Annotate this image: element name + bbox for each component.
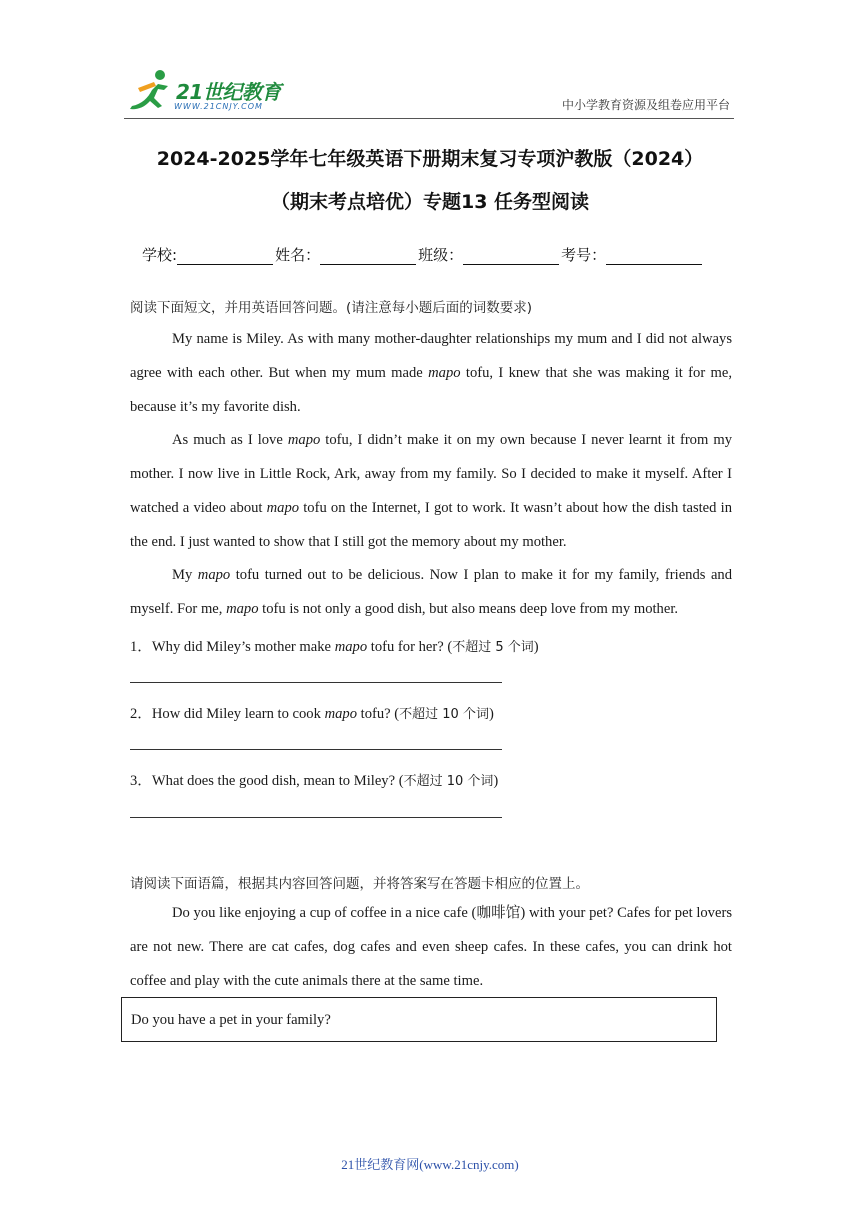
page-subtitle: （期末考点培优）专题13 任务型阅读	[270, 191, 590, 213]
answer-line-2[interactable]	[130, 749, 502, 750]
exam-number-field[interactable]: 考号：	[561, 244, 704, 265]
logo-wordmark: 21世纪教育	[176, 80, 281, 104]
passage1-paragraph3: My mapo tofu turned out to be delicious. Now I plan to make it for my family, friends and myself. For me, mapo tofu is not only a good dish, but also means deep love from my mother.	[130, 567, 733, 617]
passage1-paragraph1: My name is Miley. As with many mother-daughter relationships my mum and I did not always agree with each other. But when my mum made mapo tofu, I knew that she was making it for me, because it’s my favorite dish.	[130, 331, 732, 415]
section1-instruction: 阅读下面短文，并用英语回答问题。(请注意每小题后面的词数要求)	[130, 300, 533, 316]
logo-url: WWW.21CNJY.COM	[174, 102, 263, 111]
question-3: 3．What does the good dish, mean to Miley? (不超过 10 个词)	[130, 773, 499, 789]
page-title: 2024-2025学年七年级英语下册期末复习专项沪教版（2024）	[156, 148, 704, 170]
task-box-text: Do you have a pet in your family?	[131, 1012, 331, 1028]
student-info-fields	[142, 244, 704, 265]
platform-label: 中小学教育资源及组卷应用平台	[561, 98, 730, 112]
class-field[interactable]: 班级：	[418, 244, 561, 265]
header-rule	[124, 118, 734, 119]
name-field[interactable]: 姓名：	[275, 244, 418, 265]
question-2: 2．How did Miley learn to cook mapo tofu? (不超过 10 个词)	[130, 706, 494, 722]
passage2-paragraph1: Do you like enjoying a cup of coffee in a nice cafe (咖啡馆) with your pet? Cafes for pet lovers are not new. There are cat cafes, dog cafes and even sheep cafes. In these cafes, you can drink hot coffee and play with the cute animals there at the same time.	[130, 905, 732, 989]
page-header	[124, 66, 734, 118]
page-footer: 21世纪教育网(www.21cnjy.com)	[341, 1157, 519, 1172]
task-box	[121, 997, 717, 1042]
site-logo	[124, 68, 294, 116]
runner-logo-icon	[124, 68, 176, 114]
school-field[interactable]: 学校:	[142, 244, 275, 265]
answer-line-1[interactable]	[130, 682, 502, 683]
section2-instruction: 请阅读下面语篇，根据其内容回答问题，并将答案写在答题卡相应的位置上。	[130, 876, 589, 892]
passage1-paragraph2: As much as I love mapo tofu, I didn’t make it on my own because I never learnt it from my mother. I now live in Little Rock, Ark, away from my family. So I decided to make it myself. After I watched a video about mapo tofu on the Internet, I got to work. It wasn’t about how the dish tasted in the end. I just wanted to show that I still got the memory about my mother.	[130, 432, 732, 550]
question-1: 1．Why did Miley’s mother make mapo tofu for her? (不超过 5 个词)	[130, 639, 539, 655]
answer-line-3[interactable]	[130, 817, 502, 818]
